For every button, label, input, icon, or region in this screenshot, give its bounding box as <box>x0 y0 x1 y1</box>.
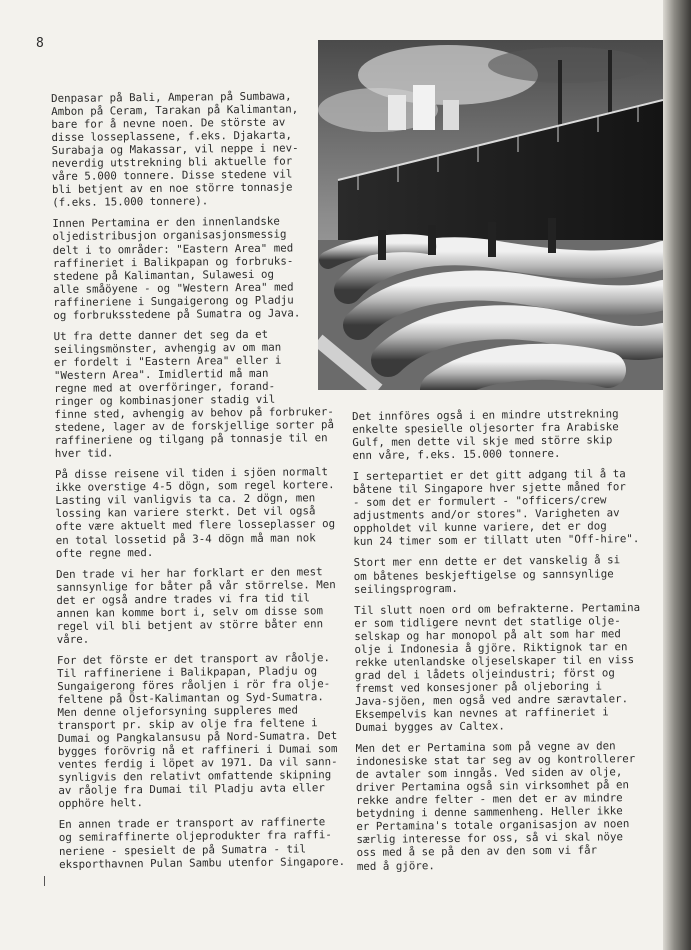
paragraph: Innen Pertamina er den innenlandske oljedistribusjon organisasjonsmessig delt i to områder: "Eastern Area" med raffineriet i Balikpapan og forbruks- stedene på Kalimantan, Sulawesi og alle småöyene - og "Western Area" med raffineriene i Sungaigerong og Pladju og forbruksstedene på Sumatra og Java. <box>52 215 301 322</box>
paragraph: Den trade vi her har forklart er den mest sannsynlige for båter på vår störrelse. Men det er også andre trades vi fra tid til annen kan komme bort i, selv om disse som regel vil bli betjent av större båter enn våre. <box>55 564 336 646</box>
paragraph: Stort mer enn dette er det vanskelig å si om båtenes beskjeftigelse og sannsynlige seilingsprogram. <box>353 553 621 596</box>
left-text-column <box>51 89 359 879</box>
paragraph: En annen trade er transport av raffinerte og semiraffinerte oljeprodukter fra raffi- neriene - spesielt de på Sumatra - til eksporthavnen Pulan Sambu utenfor Singapore. <box>58 815 346 871</box>
paragraph: Men det er Pertamina som på vegne av den indonesiske stat tar seg av og kontrollerer de avtaler som inngås. Ved siden av olje, driver Pertamina også sin virksomhet på en rekke andre felter - men det er av mindre betydning i denne sammenheng. Heller ikke er Pertamina's totale organisasjon av noen særlig interesse for oss, så vi skal nöye oss med å se på den av den som vi får med å gjöre. <box>355 739 636 873</box>
page-edge-shadow <box>663 0 691 950</box>
paragraph: Denpasar på Bali, Amperan på Sumbawa, Ambon på Ceram, Tarakan på Kalimantan, bare for å nevne noen. De störste av disse losseplassene, f.eks. Djakarta, Surabaja og Makassar, vil neppe i nev- neverdig utstrekning bli aktuelle for våre 5.000 tonnere. Disse stedene vil bli betjent av en noe större tonnasje (f.eks. 15.000 tonnere). <box>51 89 299 210</box>
paragraph: Til slutt noen ord om befrakterne. Pertamina er som tidligere nevnt det statlige olje- selskap og har monopol på alt som har med olje i Indonesia å gjöre. Riktignok tar en rekke utenlandske oljeselskaper til en viss grad del i lådets oljeindustri; först og fremst ved konsesjoner på oljeboring i Java-sjöen, men også ved andre særavtaler. Eksempelvis kan nevnes at raffineriet i Dumai bygges av Caltex. <box>354 600 641 735</box>
paragraph: For det förste er det transport av råolje. Til raffineriene i Balikpapan, Pladju og Sungaigerong föres råoljen i rör fra olje- feltene på Öst-Kalimantan og Syd-Sumatra. Men denne oljeforsyning suppleres med transport pr. skip av olje fra feltene i Dumai og Pangkalansusu på Nord-Sumatra. Det bygges forövrig nå et raffineri i Dumai som ventes ferdig i löpet av 1971. Da vil sann- synligvis den relativt omfattende skipning av råolje fra Dumai til Pladju avta eller opphöre helt. <box>56 650 338 811</box>
margin-mark <box>44 876 45 886</box>
right-text-column <box>352 407 662 881</box>
tanker-deck-pipes-icon <box>318 40 663 390</box>
tanker-deck-photo <box>318 40 663 390</box>
paragraph: Det innföres også i en mindre utstrekning enkelte spesielle oljesorter fra Arabiske Gulf, men dette vil skje med större skip enn våre, f.eks. 15.000 tonnere. <box>352 407 619 463</box>
paragraph: Ut fra dette danner det seg da et seilingsmönster, avhengig av om man er fordelt i "Eastern Area" eller i "Western Area". Imidlertid må man regne med at overföringer, forand- ringer og kombinasjoner stadig vil finne sted, avhengig av behov på forbruker- stedene, lager av de forskjellige sorter på raffineriene og tilgang på tonnasje til en hver tid. <box>53 327 335 461</box>
paragraph: I sertepartiet er det gitt adgang til å ta båtene til Singapore hver sjette måned for - som det er formulert - "officers/crew adjustments and/or stores". Varigheten av oppholdet vil kunne variere, det er dog kun 24 timer som er tillatt uten "Off-hire". <box>352 467 640 549</box>
page-number: 8 <box>36 36 45 51</box>
paragraph: På disse reisene vil tiden i sjöen normalt ikke overstige 4-5 dögn, som regel kortere. Lasting vil vanligvis ta ca. 2 dögn, men lossing kan variere sterkt. Det vil også ofte være aktuelt med flere losseplasser og en total lossetid på 3-4 dögn må man nok ofte regne med. <box>54 465 336 560</box>
